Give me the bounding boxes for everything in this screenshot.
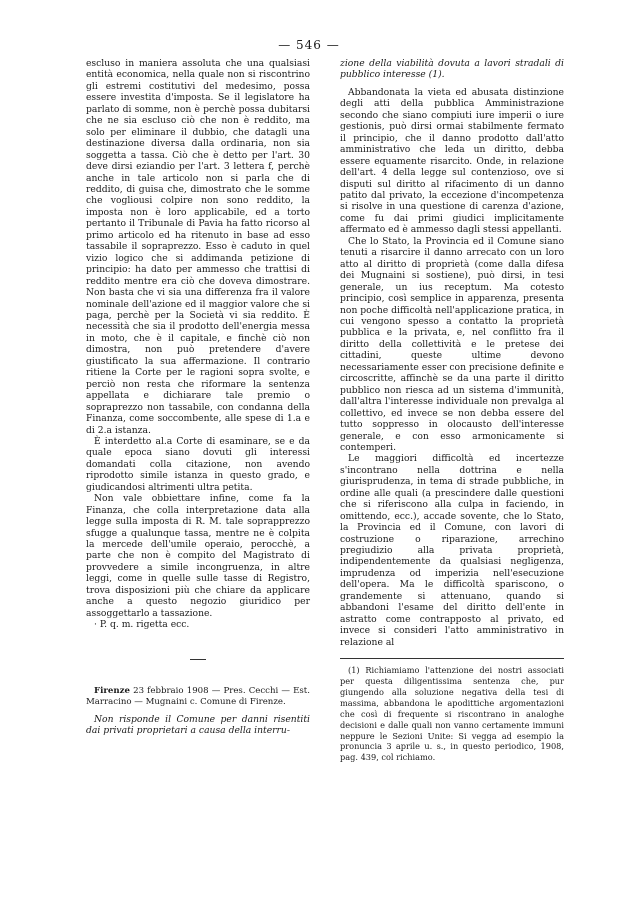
- page-number: — 546 —: [278, 38, 340, 52]
- decision-maxim-continued: zione della viabilità dovuta a lavori stradali di pubblico interesse (1).: [340, 58, 564, 81]
- decision-maxim: Non risponde il Comune per danni risentiti dai privati proprietari a causa della interru-: [86, 713, 310, 737]
- left-column: [86, 58, 310, 737]
- decision-details: 23 febbraio 1908 — Pres. Cecchi — Est. Marracino — Mugnaini c. Comune di Firenze.: [86, 685, 310, 707]
- footnote: (1) Richiamiamo l'attenzione dei nostri associati per questa diligentissima sentenza che, pur giungendo alla soluzione negativa della tesi di massima, abbandona le apodittiche argomentazioni che così di frequente si riscontrano in analoghe decisioni e dalle quali non vanno certamente immuni neppure le Sezioni Unite: Si vegga ad esempio la pronuncia 3 aprile u. s., in questo periodico, 1908, pag. 439, col richiamo.: [340, 665, 564, 763]
- footnote-divider: [340, 658, 564, 659]
- left-paragraph-4: · P. q. m. rigetta ecc.: [94, 619, 190, 631]
- right-paragraph-3: Le maggiori difficoltà ed incertezze s'incontrano nella dottrina e nella giurisprudenza, in tema di strade pubbliche, in ordine alle quali (a prescindere dalle questioni che si riferiscono alla culpa in faciendo, in omittendo, ecc.), accade sovente, che lo Stato, la Provincia ed il Comune, con lavori di costruzione o riparazione, arrechino pregiudizio alla privata proprietà, indipendentemente da qualsiasi negligenza, imprudenza od imperizia nell'esecuzione dell'opera. Ma le difficoltà spariscono, o grandemente si attenuano, quando si abbandoni l'esame del diritto dell'ente in astratto come contrapposto al privato, ed invece si consideri l'atto amministrativo in relazione al: [340, 453, 564, 648]
- right-paragraph-1: Abbandonata la vieta ed abusata distinzione degli atti della pubblica Amministrazione secondo che siano compiuti iure imperii o iure gestionis, può dirsi ormai stabilmente fermato il principio, che il danno prodotto dall'atto amministrativo che leda un diritto, debba essere equamente risarcito. Onde, in relazione dell'art. 4 della legge sul contenzioso, ove si disputi sul diritto al rifacimento di un danno patito dal privato, la eccezione d'incompetenza si risolve in una questione di carenza d'azione, come fu dai primi giudici implicitamente affermato ed è ammesso dagli stessi appellanti.: [340, 86, 564, 236]
- decision-city: Firenze: [94, 685, 130, 696]
- left-paragraph-2: È interdetto al.a Corte di esaminare, se e da quale epoca siano dovuti gli interessi domandati colla citazione, non avendo riprodotto simile istanza in questo grado, e giudicandosi altrimenti ultra petita.: [86, 435, 310, 493]
- left-paragraph-1: escluso in maniera assoluta che una qualsiasi entità economica, nella quale non si riscontrino gli estremi costitutivi del medesimo, possa essere investita d'imposta. Se il legislatore ha parlato di somme, non è perchè possa dubitarsi che ne sia escluso ciò che non è reddito, ma solo per eliminare il dubbio, che datagli una destinazione diversa dalla ordinaria, non sia soggetta a tassa. Ciò che è detto per l'art. 30 deve dirsi eziandio per l'art. 3 lettera f, perchè anche in tale articolo non si parla che di reddito, di guisa che, dimostrato che le somme che vogliousi colpire non sono reddito, la imposta non è loro applicabile, ed a torto pertanto il Tribunale di Pavia ha fatto ricorso al primo articolo ed ha ritenuto in base ad esso tassabile il sopraprezzo. Esso è caduto in quel vizio logico che si addimanda petizione di principio: ha dato per ammesso che trattisi di reddito mentre era ciò che doveva dimostrare. Non basta che vi sia una differenza fra il valore nominale dell'azione ed il maggior valore che si paga, perchè per la Società vi sia reddito. È necessità che sia il prodotto dell'energia messa in moto, che è il capitale, e finchè ciò non dimostra, non può pretendere d'avere giustificato la sua affermazione. Il contrario ritiene la Corte per le ragioni sopra svolte, e perciò non resta che riformare la sentenza appellata e dichiarare tale premio o sopraprezzo non tassabile, con condanna della Finanza, come soccombente, alle spese di 1.a e di 2.a istanza.: [86, 58, 310, 436]
- decision-caption: [86, 686, 310, 708]
- section-divider: [190, 659, 206, 660]
- right-column: [340, 58, 564, 763]
- left-paragraph-3: Non vale obbiettare infine, come fa la Finanza, che colla interpretazione data alla legge sulla imposta di R. M. tale soprapprezzo sfugge a qualunque tassa, mentre ne è colpita la mercede dell'umile operaio, perocchè, a parte che non è compito del Magistrato di provvedere a simile incongruenza, in altre leggi, come in quelle sulle tasse di Registro, trova disposizioni più che chiare da applicare anche a questo negozio giuridico per assoggettarlo a tassazione.: [86, 493, 310, 619]
- right-paragraph-2: Che lo Stato, la Provincia ed il Comune siano tenuti a risarcire il danno arrecato con un loro atto al diritto di proprietà (come dalla difesa dei Mugnaini si sostiene), può dirsi, in tesi generale, un ius receptum. Ma cotesto principio, così semplice in apparenza, presenta non poche difficoltà nell'applicazione pratica, in cui vengono spesso a contatto la proprietà pubblica e la privata, e, nel conflitto fra il diritto della collettività e le pretese dei cittadini, queste ultime devono necessariamente esser con precisione definite e circoscritte, affinchè se da una parte il diritto pubblico non riesca ad un sistema d'immunità, dall'altra l'interesse individuale non prevalga al collettivo, ed invece se non debba essere del tutto soppresso in olocausto dell'interesse generale, e con esso armonicamente si contemperi.: [340, 235, 564, 453]
